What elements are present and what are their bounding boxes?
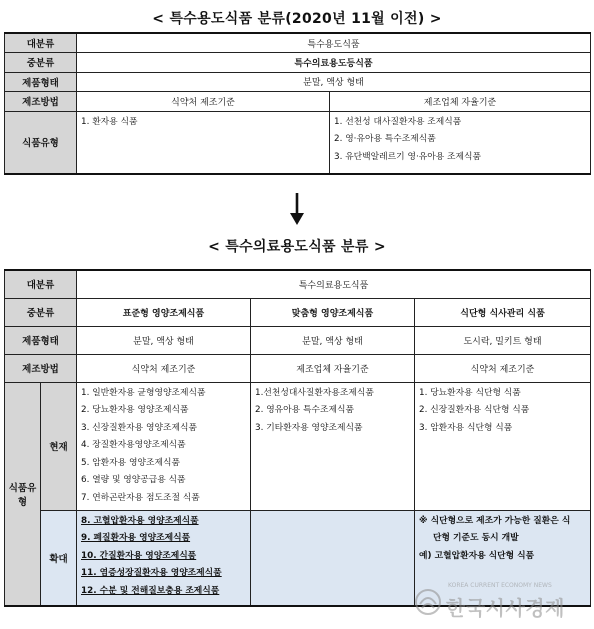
row-label-form: 제품형태 (5, 72, 77, 92)
list-item: 1.선천성대사질환자용조제식품 (255, 387, 374, 398)
newspaper-logo-icon (414, 588, 442, 616)
list-item: 10. 간질환자용 영양조제식품 (81, 550, 197, 561)
current-meal-list (415, 382, 591, 510)
list-item: 2. 영유아용 특수조제식품 (255, 405, 354, 415)
down-arrow-icon (288, 193, 306, 225)
old-classification-table (4, 32, 591, 175)
current-standard-list (77, 382, 251, 510)
page-title-new-classification: < 특수의료용도식품 분류 > (208, 239, 386, 255)
list-item: 6. 열량 및 영양공급용 식품 (81, 475, 186, 485)
list-item: 5. 암환자용 영양조제식품 (81, 457, 180, 468)
list-item: 1. 환자용 식품 (81, 116, 138, 127)
row-label-major: 대분류 (5, 33, 77, 53)
row-label-form: 제품형태 (5, 326, 77, 354)
form-custom: 분말, 액상 형태 (251, 326, 415, 354)
new-classification-table (4, 269, 591, 607)
list-item: 12. 수분 및 전해질보충용 조제식품 (81, 585, 220, 596)
list-item: 1. 선천성 대사질환자용 조제식품 (334, 116, 462, 127)
type-right-list (330, 111, 591, 174)
method-right: 제조업체 자율기준 (330, 92, 591, 112)
row-label-method: 제조방법 (5, 354, 77, 382)
page-title-old-classification: < 특수용도식품 분류(2020년 11월 이전) > (152, 11, 442, 27)
row-label-major: 대분류 (5, 270, 77, 298)
list-item: 3. 유단백알레르기 영·유아용 조제식품 (334, 151, 482, 162)
method-standard: 식약처 제조기준 (77, 354, 251, 382)
method-custom: 제조업체 자율기준 (251, 354, 415, 382)
expand-custom-list (251, 510, 415, 606)
list-item: 4. 장질환자용영양조제식품 (81, 440, 186, 450)
row-label-current: 현재 (41, 382, 77, 510)
watermark (408, 580, 590, 624)
middle-value: 특수의료용도등식품 (77, 53, 591, 73)
list-item: 3. 신장질환자용 영양조제식품 (81, 422, 197, 433)
watermark-text: 한국시사경제 (446, 596, 565, 620)
expand-standard-list (77, 510, 251, 606)
list-item: 2. 당뇨환자용 영양조제식품 (81, 405, 189, 415)
row-label-expand: 확대 (41, 510, 77, 606)
middle-standard: 표준형 영양조제식품 (77, 298, 251, 326)
row-label-method: 제조방법 (5, 92, 77, 112)
form-meal: 도시락, 밀키트 형태 (415, 326, 591, 354)
row-label-type: 식품유형 (5, 382, 41, 606)
list-item: 8. 고혈압환자용 영양조제식품 (81, 515, 199, 526)
method-meal: 식약처 제조기준 (415, 354, 591, 382)
method-left: 식약처 제조기준 (77, 92, 330, 112)
row-label-middle: 중분류 (5, 298, 77, 326)
list-item: 11. 염증성장질환자용 영양조제식품 (81, 568, 222, 578)
form-value: 분말, 액상 형태 (77, 72, 591, 92)
middle-meal: 식단형 식사관리 식품 (415, 298, 591, 326)
type-left-list (77, 111, 330, 174)
list-item: 2. 신장질환자용 식단형 식품 (419, 405, 530, 415)
middle-custom: 맞춤형 영양조제식품 (251, 298, 415, 326)
row-label-middle: 중분류 (5, 53, 77, 73)
list-item: 2. 영·유아용 특수조제식품 (334, 134, 436, 144)
list-item: 3. 암환자용 식단형 식품 (419, 422, 513, 433)
row-label-type: 식품유형 (5, 111, 77, 174)
major-value: 특수의료용도식품 (77, 270, 591, 298)
form-standard: 분말, 액상 형태 (77, 326, 251, 354)
expand-note-line: ※ 식단형으로 제조가 가능한 질환은 식 (419, 515, 571, 526)
watermark-subtitle: KOREA CURRENT ECONOMY NEWS (448, 582, 552, 589)
list-item: 1. 당뇨환자용 식단형 식품 (419, 387, 521, 398)
current-custom-list (251, 382, 415, 510)
list-item: 예) 고혈압환자용 식단형 식품 (419, 550, 535, 561)
major-value: 특수용도식품 (77, 33, 591, 53)
list-item: 9. 폐질환자용 영양조제식품 (81, 533, 191, 543)
list-item: 7. 연하곤란자용 점도조절 식품 (81, 492, 200, 503)
list-item: 3. 기타환자용 영양조제식품 (255, 422, 363, 433)
expand-note-line: 단형 기준도 동시 개발 (433, 533, 519, 543)
list-item: 1. 일반환자용 균형영양조제식품 (81, 387, 206, 398)
